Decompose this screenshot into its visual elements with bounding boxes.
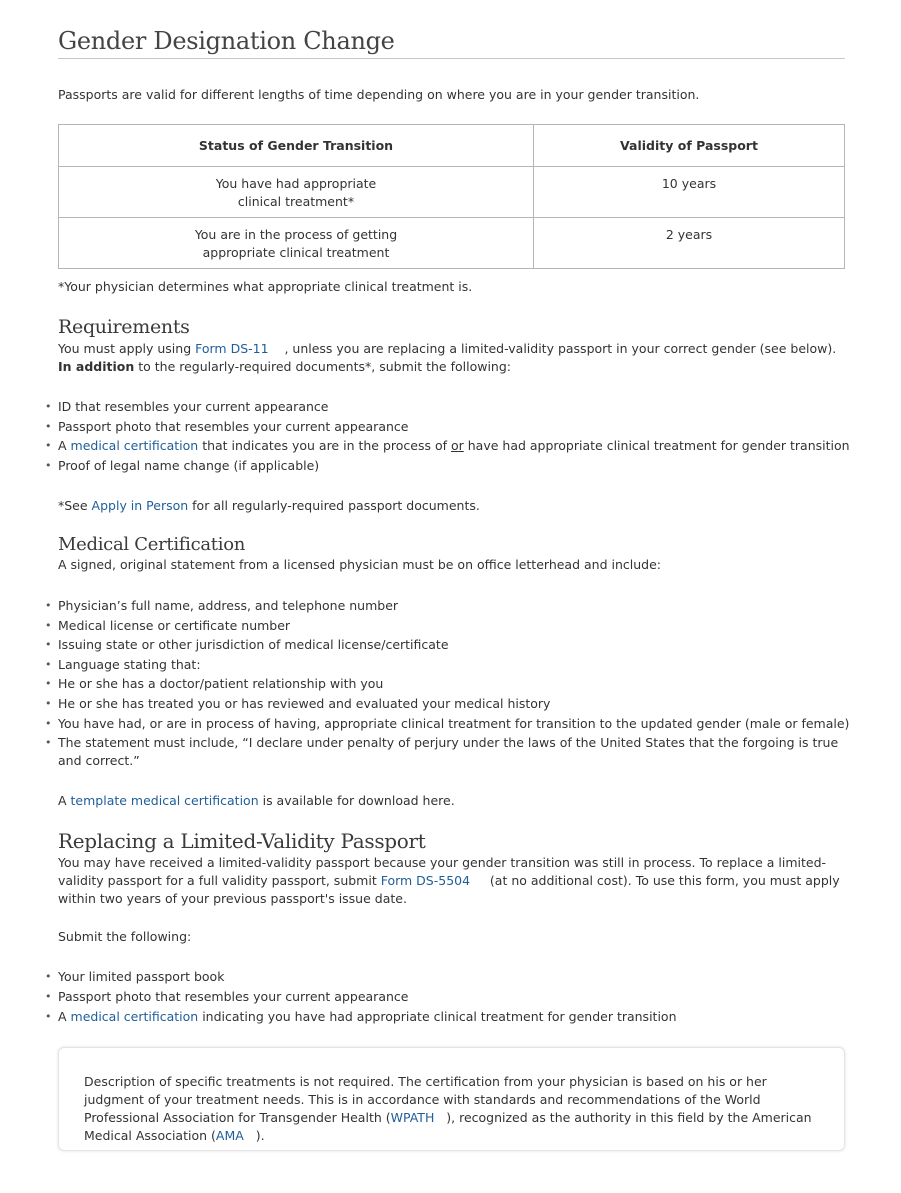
list-item: • Passport photo that resembles your current appearance bbox=[58, 988, 858, 1006]
table-cell-validity: 10 years bbox=[534, 167, 845, 218]
medical-requirements-list bbox=[58, 597, 858, 772]
replacing-paragraph: You may have received a limited-validity passport because your gender transition was still in process. To replace a limited-validity passport for a full validity passport, submit Form DS-5504 (at no additional cost). To use this form, you must apply within two years of your previous passport's issue date. bbox=[58, 855, 840, 906]
table-cell-status: You are in the process of getting appropriate clinical treatment bbox=[59, 218, 534, 269]
list-item: • Proof of legal name change (if applicable) bbox=[58, 457, 858, 475]
list-item: • Medical license or certificate number bbox=[58, 617, 858, 635]
list-item: • The statement must include, “I declare under penalty of perjury under the laws of the United States that the forgoing is true and correct.” bbox=[58, 734, 845, 770]
list-item: • Passport photo that resembles your current appearance bbox=[58, 418, 858, 436]
list-item: • Issuing state or other jurisdiction of medical license/certificate bbox=[58, 636, 858, 654]
replacing-list bbox=[58, 968, 858, 1027]
table-cell-validity: 2 years bbox=[534, 218, 845, 269]
requirements-list bbox=[58, 398, 858, 476]
list-item: • ID that resembles your current appearance bbox=[58, 398, 858, 416]
title-divider bbox=[58, 58, 845, 59]
list-item: • A medical certification that indicates you are in the process of or have had appropriate clinical treatment for gender transition bbox=[58, 437, 858, 455]
requirements-heading: Requirements bbox=[58, 316, 190, 338]
table-header-row bbox=[59, 125, 845, 167]
validity-table bbox=[58, 124, 845, 269]
table-header-status: Status of Gender Transition bbox=[59, 125, 534, 167]
list-item: • Physician’s full name, address, and telephone number bbox=[58, 597, 858, 615]
table-header-validity: Validity of Passport bbox=[534, 125, 845, 167]
table-footnote: *Your physician determines what appropriate clinical treatment is. bbox=[58, 279, 473, 294]
form-ds5504-link[interactable]: Form DS-5504 bbox=[380, 873, 471, 888]
table-row bbox=[59, 218, 845, 269]
page-title: Gender Designation Change bbox=[58, 27, 395, 55]
submit-following: Submit the following: bbox=[58, 929, 192, 944]
ama-link[interactable]: AMA bbox=[215, 1128, 244, 1143]
list-item: • A medical certification indicating you have had appropriate clinical treatment for gender transition bbox=[58, 1008, 858, 1026]
table-row bbox=[59, 167, 845, 218]
list-item: • Language stating that: bbox=[58, 656, 858, 674]
requirements-paragraph: You must apply using Form DS-11 , unless you are replacing a limited-validity passport in your correct gender (see below). In addition to the regularly-required documents*, submit the following: bbox=[58, 341, 837, 374]
template-note: A template medical certification is available for download here. bbox=[58, 793, 455, 808]
list-item: • He or she has a doctor/patient relationship with you bbox=[58, 675, 858, 693]
medical-certification-heading: Medical Certification bbox=[58, 534, 246, 555]
template-medical-certification-link[interactable]: template medical certification bbox=[70, 793, 259, 808]
wpath-link[interactable]: WPATH bbox=[390, 1110, 435, 1125]
treatment-note-text: Description of specific treatments is not required. The certification from your physician is based on his or her judgment of your treatment needs. This is in accordance with standards and recommendations of the World Professional Association for Transgender Health (WPATH ), recognized as the authority in this field by the American Medical Association (AMA ). bbox=[84, 1074, 812, 1143]
list-item: • You have had, or are in process of having, appropriate clinical treatment for transition to the updated gender (male or female) bbox=[58, 715, 858, 733]
treatment-note-box bbox=[58, 1047, 845, 1151]
intro-text: Passports are valid for different lengths of time depending on where you are in your gender transition. bbox=[58, 87, 700, 102]
medical-intro: A signed, original statement from a licensed physician must be on office letterhead and include: bbox=[58, 557, 661, 572]
apply-in-person-link[interactable]: Apply in Person bbox=[91, 498, 189, 513]
medical-certification-link[interactable]: medical certification bbox=[70, 1008, 199, 1024]
replacing-heading: Replacing a Limited-Validity Passport bbox=[58, 829, 426, 853]
medical-certification-link[interactable]: medical certification bbox=[70, 438, 199, 454]
see-apply-note: *See Apply in Person for all regularly-required passport documents. bbox=[58, 498, 480, 513]
list-item: • Your limited passport book bbox=[58, 968, 858, 986]
table-cell-status: You have had appropriate clinical treatment* bbox=[59, 167, 534, 218]
form-ds11-link[interactable]: Form DS-11 bbox=[195, 341, 269, 356]
list-item: • He or she has treated you or has reviewed and evaluated your medical history bbox=[58, 695, 858, 713]
